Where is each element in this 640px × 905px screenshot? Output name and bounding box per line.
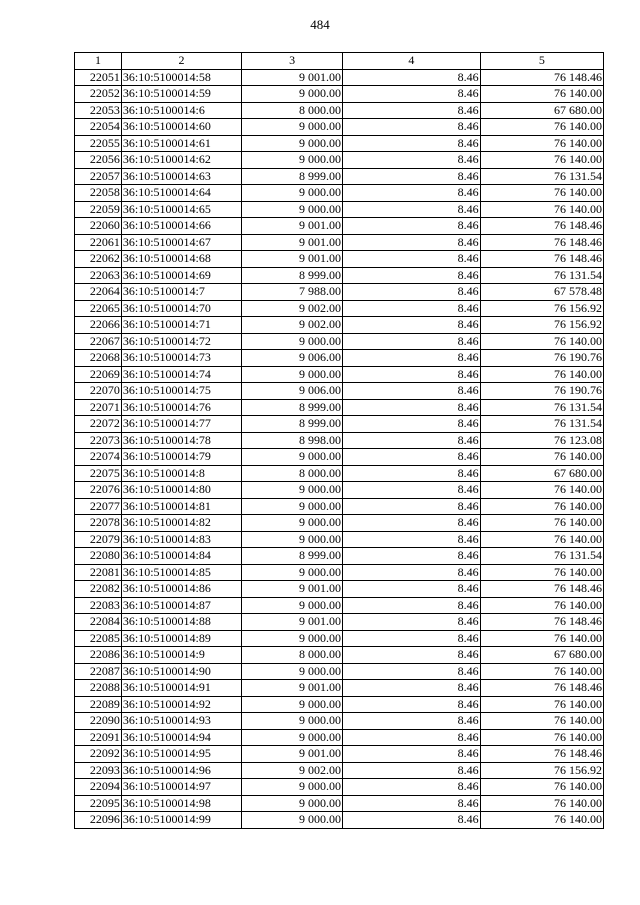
cadastral-number-cell: 36:10:5100014:86 (121, 581, 241, 598)
cadastral-number-cell: 36:10:5100014:71 (121, 317, 241, 334)
rate-cell: 8.46 (343, 86, 481, 103)
table-row (75, 333, 604, 350)
page-number: 484 (310, 17, 330, 32)
table-row (75, 218, 604, 235)
amount-cell: 76 131.54 (480, 399, 603, 416)
row-number-cell: 22074 (75, 449, 122, 466)
rate-cell: 8.46 (343, 234, 481, 251)
area-cell: 9 001.00 (242, 614, 343, 631)
table-row (75, 663, 604, 680)
cadastral-number-cell: 36:10:5100014:93 (121, 713, 241, 730)
amount-cell: 76 140.00 (480, 630, 603, 647)
table-row (75, 465, 604, 482)
area-cell: 9 006.00 (242, 383, 343, 400)
table-row (75, 762, 604, 779)
area-cell: 9 001.00 (242, 218, 343, 235)
table-row (75, 69, 604, 86)
amount-cell: 76 140.00 (480, 779, 603, 796)
area-cell: 9 000.00 (242, 152, 343, 169)
area-cell: 9 000.00 (242, 531, 343, 548)
table-row (75, 135, 604, 152)
row-number-cell: 22076 (75, 482, 122, 499)
table-header-row (75, 53, 604, 70)
table-row (75, 152, 604, 169)
rate-cell: 8.46 (343, 416, 481, 433)
amount-cell: 76 148.46 (480, 581, 603, 598)
amount-cell: 76 156.92 (480, 300, 603, 317)
rate-cell: 8.46 (343, 762, 481, 779)
cadastral-number-cell: 36:10:5100014:74 (121, 366, 241, 383)
area-cell: 9 000.00 (242, 713, 343, 730)
table-row (75, 86, 604, 103)
area-cell: 9 001.00 (242, 680, 343, 697)
rate-cell: 8.46 (343, 812, 481, 829)
area-cell: 9 000.00 (242, 795, 343, 812)
rate-cell: 8.46 (343, 795, 481, 812)
amount-cell: 76 140.00 (480, 119, 603, 136)
table-row (75, 185, 604, 202)
column-header-5: 5 (480, 53, 603, 70)
area-cell: 9 000.00 (242, 630, 343, 647)
table-row (75, 630, 604, 647)
area-cell: 9 001.00 (242, 746, 343, 763)
amount-cell: 76 156.92 (480, 317, 603, 334)
table-row (75, 515, 604, 532)
area-cell: 9 000.00 (242, 135, 343, 152)
area-cell: 9 000.00 (242, 119, 343, 136)
cadastral-number-cell: 36:10:5100014:73 (121, 350, 241, 367)
area-cell: 8 000.00 (242, 647, 343, 664)
rate-cell: 8.46 (343, 729, 481, 746)
row-number-cell: 22096 (75, 812, 122, 829)
amount-cell: 76 123.08 (480, 432, 603, 449)
row-number-cell: 22091 (75, 729, 122, 746)
amount-cell: 67 680.00 (480, 465, 603, 482)
rate-cell: 8.46 (343, 300, 481, 317)
table-row (75, 548, 604, 565)
cadastral-number-cell: 36:10:5100014:58 (121, 69, 241, 86)
rate-cell: 8.46 (343, 102, 481, 119)
cadastral-number-cell: 36:10:5100014:97 (121, 779, 241, 796)
cadastral-number-cell: 36:10:5100014:91 (121, 680, 241, 697)
amount-cell: 67 578.48 (480, 284, 603, 301)
area-cell: 9 000.00 (242, 86, 343, 103)
amount-cell: 76 140.00 (480, 185, 603, 202)
rate-cell: 8.46 (343, 531, 481, 548)
table-row (75, 614, 604, 631)
area-cell: 9 000.00 (242, 597, 343, 614)
cadastral-number-cell: 36:10:5100014:69 (121, 267, 241, 284)
area-cell: 9 000.00 (242, 696, 343, 713)
amount-cell: 76 140.00 (480, 597, 603, 614)
area-cell: 8 999.00 (242, 416, 343, 433)
row-number-cell: 22079 (75, 531, 122, 548)
rate-cell: 8.46 (343, 366, 481, 383)
row-number-cell: 22060 (75, 218, 122, 235)
cadastral-number-cell: 36:10:5100014:94 (121, 729, 241, 746)
cadastral-number-cell: 36:10:5100014:80 (121, 482, 241, 499)
row-number-cell: 22093 (75, 762, 122, 779)
cadastral-number-cell: 36:10:5100014:62 (121, 152, 241, 169)
row-number-cell: 22090 (75, 713, 122, 730)
column-header-1: 1 (75, 53, 122, 70)
amount-cell: 67 680.00 (480, 647, 603, 664)
row-number-cell: 22092 (75, 746, 122, 763)
amount-cell: 76 148.46 (480, 251, 603, 268)
cadastral-number-cell: 36:10:5100014:84 (121, 548, 241, 565)
rate-cell: 8.46 (343, 548, 481, 565)
amount-cell: 76 140.00 (480, 713, 603, 730)
rate-cell: 8.46 (343, 267, 481, 284)
row-number-cell: 22070 (75, 383, 122, 400)
row-number-cell: 22075 (75, 465, 122, 482)
row-number-cell: 22064 (75, 284, 122, 301)
cadastral-number-cell: 36:10:5100014:60 (121, 119, 241, 136)
amount-cell: 76 148.46 (480, 746, 603, 763)
cadastral-number-cell: 36:10:5100014:7 (121, 284, 241, 301)
cadastral-number-cell: 36:10:5100014:72 (121, 333, 241, 350)
row-number-cell: 22081 (75, 564, 122, 581)
cadastral-number-cell: 36:10:5100014:87 (121, 597, 241, 614)
column-header-2: 2 (121, 53, 241, 70)
area-cell: 8 999.00 (242, 267, 343, 284)
table-body (75, 53, 604, 829)
rate-cell: 8.46 (343, 515, 481, 532)
table-row (75, 251, 604, 268)
cadastral-number-cell: 36:10:5100014:9 (121, 647, 241, 664)
table-row (75, 366, 604, 383)
cadastral-number-cell: 36:10:5100014:6 (121, 102, 241, 119)
area-cell: 9 001.00 (242, 581, 343, 598)
amount-cell: 76 190.76 (480, 350, 603, 367)
area-cell: 9 002.00 (242, 317, 343, 334)
cadastral-number-cell: 36:10:5100014:82 (121, 515, 241, 532)
amount-cell: 76 148.46 (480, 614, 603, 631)
rate-cell: 8.46 (343, 498, 481, 515)
cadastral-number-cell: 36:10:5100014:61 (121, 135, 241, 152)
table-row (75, 713, 604, 730)
area-cell: 9 001.00 (242, 251, 343, 268)
cadastral-number-cell: 36:10:5100014:96 (121, 762, 241, 779)
column-header-3: 3 (242, 53, 343, 70)
rate-cell: 8.46 (343, 779, 481, 796)
area-cell: 9 000.00 (242, 515, 343, 532)
table-row (75, 482, 604, 499)
table-row (75, 383, 604, 400)
rate-cell: 8.46 (343, 218, 481, 235)
row-number-cell: 22068 (75, 350, 122, 367)
rate-cell: 8.46 (343, 119, 481, 136)
rate-cell: 8.46 (343, 482, 481, 499)
row-number-cell: 22062 (75, 251, 122, 268)
rate-cell: 8.46 (343, 746, 481, 763)
amount-cell: 67 680.00 (480, 102, 603, 119)
rate-cell: 8.46 (343, 680, 481, 697)
area-cell: 7 988.00 (242, 284, 343, 301)
amount-cell: 76 131.54 (480, 168, 603, 185)
cadastral-number-cell: 36:10:5100014:68 (121, 251, 241, 268)
table-row (75, 432, 604, 449)
cadastral-number-cell: 36:10:5100014:83 (121, 531, 241, 548)
row-number-cell: 22063 (75, 267, 122, 284)
rate-cell: 8.46 (343, 432, 481, 449)
amount-cell: 76 140.00 (480, 366, 603, 383)
area-cell: 9 001.00 (242, 234, 343, 251)
area-cell: 9 000.00 (242, 333, 343, 350)
cadastral-number-cell: 36:10:5100014:85 (121, 564, 241, 581)
row-number-cell: 22084 (75, 614, 122, 631)
area-cell: 9 006.00 (242, 350, 343, 367)
table-row (75, 350, 604, 367)
area-cell: 9 000.00 (242, 663, 343, 680)
row-number-cell: 22051 (75, 69, 122, 86)
row-number-cell: 22066 (75, 317, 122, 334)
table-row (75, 647, 604, 664)
cadastral-number-cell: 36:10:5100014:8 (121, 465, 241, 482)
area-cell: 8 999.00 (242, 548, 343, 565)
rate-cell: 8.46 (343, 383, 481, 400)
row-number-cell: 22055 (75, 135, 122, 152)
rate-cell: 8.46 (343, 465, 481, 482)
table-row (75, 416, 604, 433)
area-cell: 9 002.00 (242, 300, 343, 317)
area-cell: 8 000.00 (242, 465, 343, 482)
area-cell: 9 000.00 (242, 498, 343, 515)
table-row (75, 564, 604, 581)
row-number-cell: 22095 (75, 795, 122, 812)
row-number-cell: 22094 (75, 779, 122, 796)
cadastral-number-cell: 36:10:5100014:75 (121, 383, 241, 400)
table-row (75, 795, 604, 812)
amount-cell: 76 140.00 (480, 449, 603, 466)
area-cell: 8 999.00 (242, 399, 343, 416)
cadastral-number-cell: 36:10:5100014:88 (121, 614, 241, 631)
amount-cell: 76 140.00 (480, 729, 603, 746)
amount-cell: 76 140.00 (480, 498, 603, 515)
rate-cell: 8.46 (343, 135, 481, 152)
area-cell: 9 000.00 (242, 812, 343, 829)
area-cell: 9 001.00 (242, 69, 343, 86)
rate-cell: 8.46 (343, 449, 481, 466)
rate-cell: 8.46 (343, 333, 481, 350)
row-number-cell: 22053 (75, 102, 122, 119)
rate-cell: 8.46 (343, 284, 481, 301)
row-number-cell: 22056 (75, 152, 122, 169)
cadastral-number-cell: 36:10:5100014:81 (121, 498, 241, 515)
cadastral-number-cell: 36:10:5100014:95 (121, 746, 241, 763)
rate-cell: 8.46 (343, 168, 481, 185)
table-row (75, 119, 604, 136)
amount-cell: 76 140.00 (480, 482, 603, 499)
area-cell: 8 998.00 (242, 432, 343, 449)
table-row (75, 284, 604, 301)
table-row (75, 317, 604, 334)
row-number-cell: 22065 (75, 300, 122, 317)
cadastral-number-cell: 36:10:5100014:67 (121, 234, 241, 251)
rate-cell: 8.46 (343, 647, 481, 664)
area-cell: 9 000.00 (242, 201, 343, 218)
table-row (75, 597, 604, 614)
rate-cell: 8.46 (343, 152, 481, 169)
cadastral-number-cell: 36:10:5100014:78 (121, 432, 241, 449)
amount-cell: 76 140.00 (480, 812, 603, 829)
amount-cell: 76 131.54 (480, 548, 603, 565)
cadastral-number-cell: 36:10:5100014:64 (121, 185, 241, 202)
rate-cell: 8.46 (343, 69, 481, 86)
row-number-cell: 22089 (75, 696, 122, 713)
row-number-cell: 22059 (75, 201, 122, 218)
rate-cell: 8.46 (343, 185, 481, 202)
amount-cell: 76 140.00 (480, 564, 603, 581)
cadastral-number-cell: 36:10:5100014:79 (121, 449, 241, 466)
cadastral-number-cell: 36:10:5100014:98 (121, 795, 241, 812)
row-number-cell: 22054 (75, 119, 122, 136)
amount-cell: 76 148.46 (480, 69, 603, 86)
row-number-cell: 22085 (75, 630, 122, 647)
rate-cell: 8.46 (343, 399, 481, 416)
table-row (75, 201, 604, 218)
cadastral-number-cell: 36:10:5100014:92 (121, 696, 241, 713)
row-number-cell: 22052 (75, 86, 122, 103)
table-row (75, 746, 604, 763)
amount-cell: 76 140.00 (480, 135, 603, 152)
area-cell: 9 000.00 (242, 779, 343, 796)
amount-cell: 76 148.46 (480, 680, 603, 697)
rate-cell: 8.46 (343, 251, 481, 268)
amount-cell: 76 140.00 (480, 152, 603, 169)
area-cell: 9 000.00 (242, 185, 343, 202)
amount-cell: 76 140.00 (480, 696, 603, 713)
amount-cell: 76 148.46 (480, 218, 603, 235)
table-row (75, 812, 604, 829)
amount-cell: 76 156.92 (480, 762, 603, 779)
amount-cell: 76 140.00 (480, 515, 603, 532)
cadastral-number-cell: 36:10:5100014:99 (121, 812, 241, 829)
amount-cell: 76 140.00 (480, 531, 603, 548)
area-cell: 8 999.00 (242, 168, 343, 185)
rate-cell: 8.46 (343, 630, 481, 647)
row-number-cell: 22083 (75, 597, 122, 614)
amount-cell: 76 148.46 (480, 234, 603, 251)
area-cell: 9 000.00 (242, 729, 343, 746)
cadastral-number-cell: 36:10:5100014:63 (121, 168, 241, 185)
rate-cell: 8.46 (343, 317, 481, 334)
cadastral-number-cell: 36:10:5100014:76 (121, 399, 241, 416)
amount-cell: 76 131.54 (480, 267, 603, 284)
area-cell: 8 000.00 (242, 102, 343, 119)
row-number-cell: 22086 (75, 647, 122, 664)
data-table (74, 52, 604, 829)
cadastral-number-cell: 36:10:5100014:89 (121, 630, 241, 647)
rate-cell: 8.46 (343, 696, 481, 713)
amount-cell: 76 140.00 (480, 201, 603, 218)
rate-cell: 8.46 (343, 663, 481, 680)
table-row (75, 300, 604, 317)
column-header-4: 4 (343, 53, 481, 70)
cadastral-number-cell: 36:10:5100014:66 (121, 218, 241, 235)
area-cell: 9 000.00 (242, 449, 343, 466)
area-cell: 9 000.00 (242, 366, 343, 383)
amount-cell: 76 140.00 (480, 795, 603, 812)
row-number-cell: 22061 (75, 234, 122, 251)
table-row (75, 581, 604, 598)
row-number-cell: 22077 (75, 498, 122, 515)
row-number-cell: 22067 (75, 333, 122, 350)
table-row (75, 779, 604, 796)
rate-cell: 8.46 (343, 597, 481, 614)
area-cell: 9 002.00 (242, 762, 343, 779)
cadastral-number-cell: 36:10:5100014:65 (121, 201, 241, 218)
table-row (75, 696, 604, 713)
row-number-cell: 22069 (75, 366, 122, 383)
cadastral-number-cell: 36:10:5100014:59 (121, 86, 241, 103)
table-row (75, 531, 604, 548)
table-row (75, 729, 604, 746)
rate-cell: 8.46 (343, 581, 481, 598)
amount-cell: 76 140.00 (480, 663, 603, 680)
row-number-cell: 22072 (75, 416, 122, 433)
amount-cell: 76 140.00 (480, 333, 603, 350)
row-number-cell: 22080 (75, 548, 122, 565)
cadastral-number-cell: 36:10:5100014:70 (121, 300, 241, 317)
rate-cell: 8.46 (343, 201, 481, 218)
row-number-cell: 22088 (75, 680, 122, 697)
row-number-cell: 22073 (75, 432, 122, 449)
table-row (75, 498, 604, 515)
area-cell: 9 000.00 (242, 482, 343, 499)
row-number-cell: 22078 (75, 515, 122, 532)
table-row (75, 399, 604, 416)
table-row (75, 102, 604, 119)
amount-cell: 76 131.54 (480, 416, 603, 433)
row-number-cell: 22082 (75, 581, 122, 598)
table-row (75, 168, 604, 185)
row-number-cell: 22087 (75, 663, 122, 680)
rate-cell: 8.46 (343, 614, 481, 631)
rate-cell: 8.46 (343, 564, 481, 581)
table-row (75, 449, 604, 466)
row-number-cell: 22071 (75, 399, 122, 416)
cadastral-number-cell: 36:10:5100014:90 (121, 663, 241, 680)
row-number-cell: 22058 (75, 185, 122, 202)
table-row (75, 680, 604, 697)
amount-cell: 76 190.76 (480, 383, 603, 400)
table-row (75, 267, 604, 284)
amount-cell: 76 140.00 (480, 86, 603, 103)
area-cell: 9 000.00 (242, 564, 343, 581)
rate-cell: 8.46 (343, 713, 481, 730)
cadastral-number-cell: 36:10:5100014:77 (121, 416, 241, 433)
row-number-cell: 22057 (75, 168, 122, 185)
rate-cell: 8.46 (343, 350, 481, 367)
table-row (75, 234, 604, 251)
